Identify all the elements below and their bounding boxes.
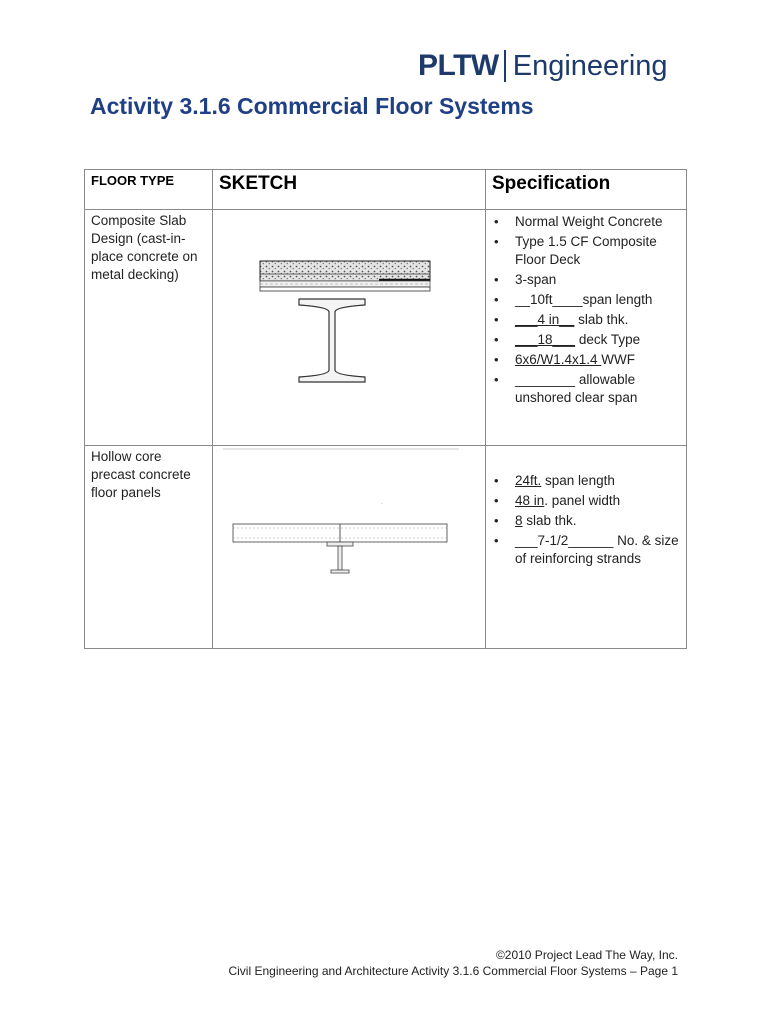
- spec-text: No. & size of reinforcing strands: [515, 533, 679, 566]
- spec-text: 3-span: [515, 272, 557, 287]
- list-item: [486, 291, 686, 309]
- spec-value: __10ft____: [515, 292, 583, 307]
- sketch-cell: [213, 446, 486, 649]
- spec-text: allowable unshored clear span: [515, 372, 638, 405]
- spec-value: ________: [515, 372, 576, 387]
- list-item: [486, 371, 686, 407]
- footer-page-info: Civil Engineering and Architecture Activity 3.1.6 Commercial Floor Systems – Page 1: [228, 964, 678, 978]
- table-row: [85, 210, 687, 446]
- composite-slab-sketch: [259, 260, 431, 388]
- pltw-engineering-logo: [418, 46, 668, 86]
- spec-text: span length: [541, 473, 615, 488]
- page-footer: [228, 947, 678, 979]
- spec-text: . panel width: [544, 493, 621, 508]
- list-item: [486, 233, 686, 269]
- list-item: [486, 472, 686, 490]
- list-item: [486, 351, 686, 369]
- spec-text: WWF: [601, 352, 636, 367]
- spec-cell: [486, 210, 687, 446]
- svg-text:·: ·: [381, 501, 383, 508]
- header-floor-type: FLOOR TYPE: [85, 170, 213, 210]
- list-item: [486, 331, 686, 349]
- logo-subtitle: Engineering: [512, 49, 668, 82]
- spec-list: [486, 213, 686, 407]
- sketch-cell: [213, 210, 486, 446]
- spec-text: slab thk.: [522, 513, 577, 528]
- spec-value: 6x6/W1.4x1.4: [515, 352, 602, 367]
- list-item: [486, 271, 686, 289]
- list-item: [486, 492, 686, 510]
- logo-brand: PLTW: [418, 49, 499, 82]
- spec-text: slab thk.: [574, 312, 629, 327]
- copyright-text: ©2010 Project Lead The Way, Inc.: [495, 948, 678, 962]
- spec-text: Type 1.5 CF Composite Floor Deck: [515, 234, 657, 267]
- list-item: [486, 512, 686, 530]
- floor-type-composite-slab: Composite Slab Design (cast-in-place concrete on metal decking): [85, 210, 213, 446]
- table-row: [85, 446, 687, 649]
- spec-text: deck Type: [575, 332, 641, 347]
- list-item: [486, 532, 686, 568]
- spec-text: span length: [582, 292, 653, 307]
- list-item: [486, 311, 686, 329]
- table-header-row: [85, 170, 687, 210]
- spec-text: Normal Weight Concrete: [515, 214, 663, 229]
- page-title: Activity 3.1.6 Commercial Floor Systems: [90, 93, 534, 119]
- spec-value: 48 in: [515, 493, 545, 508]
- spec-value: 8: [515, 513, 523, 528]
- spec-cell: [486, 446, 687, 649]
- list-item: [486, 213, 686, 231]
- spec-value: ___7-1/2______: [515, 533, 614, 548]
- spec-value: ___18___: [515, 332, 576, 347]
- floor-systems-table: [84, 169, 687, 649]
- spec-list: [486, 472, 686, 568]
- floor-type-hollow-core: Hollow core precast concrete floor panels: [85, 446, 213, 649]
- header-sketch: SKETCH: [213, 170, 486, 210]
- hollow-core-sketch: [221, 448, 461, 586]
- spec-value: ___4 in__: [515, 312, 575, 327]
- spec-value: 24ft.: [515, 473, 542, 488]
- header-specification: Specification: [486, 170, 687, 210]
- logo-divider: [504, 50, 506, 82]
